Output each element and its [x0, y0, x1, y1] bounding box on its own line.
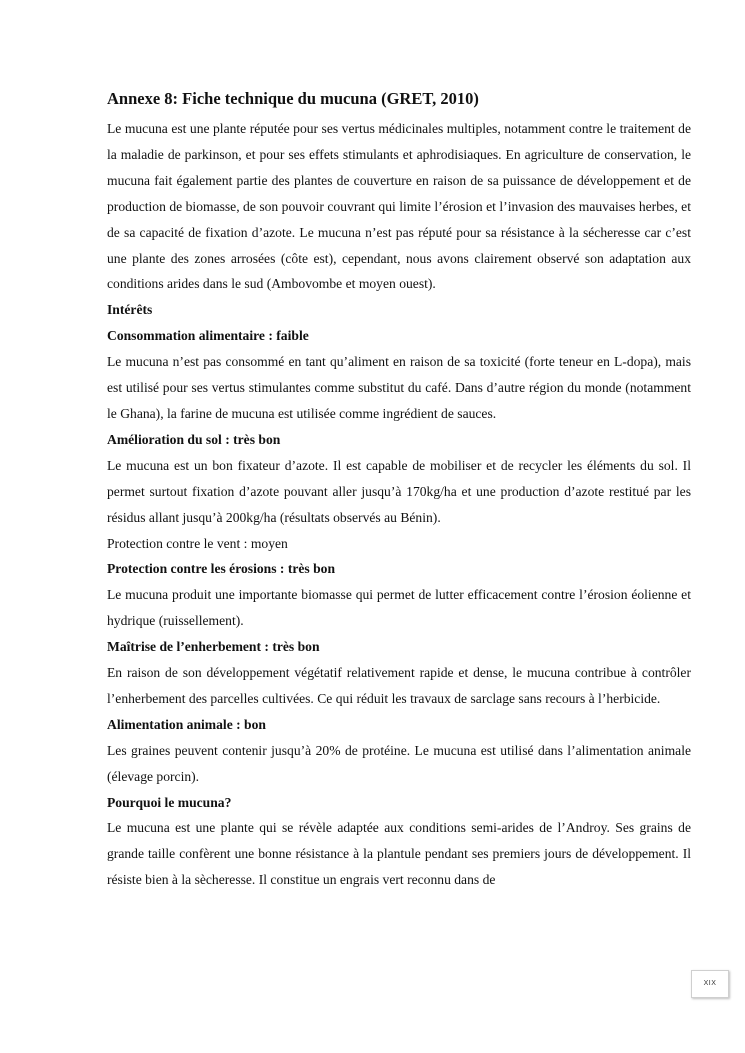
vent-line: Protection contre le vent : moyen — [107, 535, 288, 551]
pourquoi-paragraph: Le mucuna est une plante qui se révèle adaptée aux conditions semi-arides de l’Androy. Ses grains de grande taille confèrent une bonne résistance à la plantule pendant ses premiers jours de développement. Il résiste bien à la sècheresse. Il constitue un engrais vert reconnu dans de — [107, 820, 691, 888]
enherbement-heading: Maîtrise de l’enherbement : très bon — [107, 639, 320, 655]
document-page — [107, 86, 691, 893]
sol-paragraph: Le mucuna est un bon fixateur d’azote. Il est capable de mobiliser et de recycler les éléments du sol. Il permet surtout fixation d’azote pouvant aller jusqu’à 170kg/ha et une production d’azote restitué par les résidus allant jusqu’à 200kg/ha (résultats observés au Bénin). — [107, 457, 691, 525]
intro-paragraph: Le mucuna est une plante réputée pour ses vertus médicinales multiples, notamment contre le traitement de la maladie de parkinson, et pour ses effets stimulants et aphrodisiaques. En agriculture de conservation, le mucuna fait également partie des plantes de couverture en raison de sa puissance de développement et de production de biomasse, de son pouvoir couvrant qui limite l’érosion et l’invasion des mauvaises herbes, et de sa capacité de fixation d’azote. Le mucuna n’est pas réputé pour sa résistance à la sécheresse car c’est une plante des zones arrosées (côte est), cependant, nous avons clairement observé son adaptation aux conditions arides dans le sud (Ambovombe et moyen ouest). — [107, 121, 691, 292]
enherbement-paragraph: En raison de son développement végétatif relativement rapide et dense, le mucuna contribue à contrôler l’enherbement des parcelles cultivées. Ce qui réduit les travaux de sarclage sans recours à l’herbicide. — [107, 665, 691, 706]
interets-heading: Intérêts — [107, 302, 153, 318]
sol-heading: Amélioration du sol : très bon — [107, 431, 281, 447]
annex-title: Annexe 8: Fiche technique du mucuna (GRET, 2010) — [107, 89, 479, 108]
consommation-heading: Consommation alimentaire : faible — [107, 328, 309, 344]
consommation-paragraph: Le mucuna n’est pas consommé en tant qu’aliment en raison de sa toxicité (forte teneur en L-dopa), mais est utilisé pour ses vertus stimulantes comme substitut du café. Dans d’autre région du monde (notamment le Ghana), la farine de mucuna est utilisée comme ingrédient de sauces. — [107, 354, 691, 421]
erosions-paragraph: Le mucuna produit une importante biomasse qui permet de lutter efficacement contre l’érosion éolienne et hydrique (ruissellement). — [107, 587, 691, 629]
pourquoi-heading: Pourquoi le mucuna? — [107, 794, 232, 810]
animale-paragraph: Les graines peuvent contenir jusqu’à 20% de protéine. Le mucuna est utilisé dans l’alimentation animale (élevage porcin). — [107, 742, 691, 784]
erosions-heading: Protection contre les érosions : très bon — [107, 561, 336, 577]
animale-heading: Alimentation animale : bon — [107, 716, 266, 732]
page-number-badge: XIX — [691, 970, 729, 998]
